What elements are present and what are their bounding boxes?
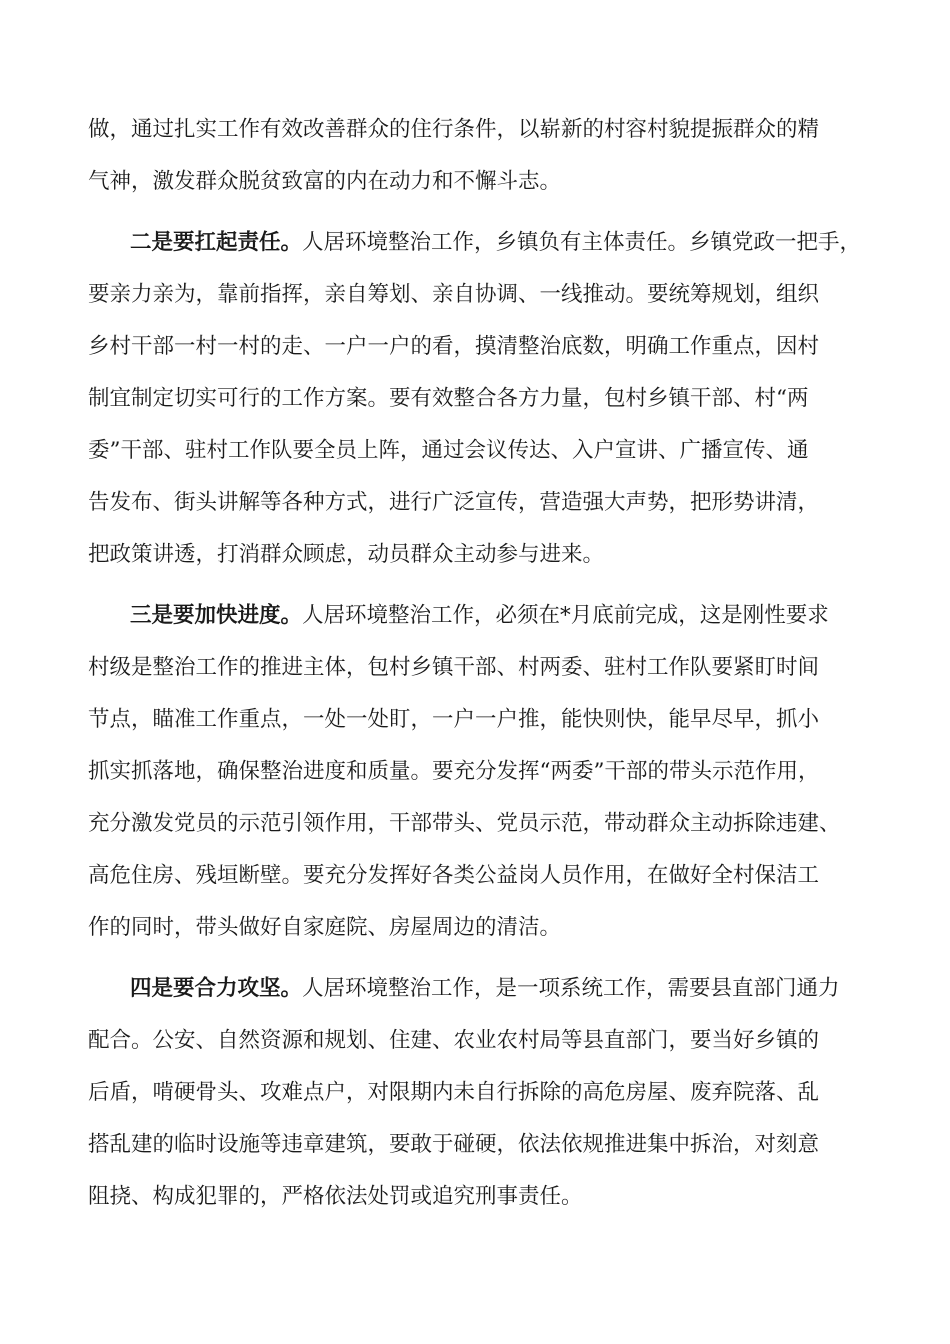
- paragraph-2-line-7: [88, 535, 604, 575]
- paragraph-4-line-2: [88, 1021, 819, 1061]
- paragraph-3-line-5: [88, 804, 841, 844]
- paragraph-3-lead: 三是要加快进度。: [130, 603, 303, 628]
- paragraph-3-line-2: [88, 648, 819, 688]
- paragraph-2-text: 把政策讲透，打消群众顾虑，动员群众主动参与进来。: [88, 542, 605, 567]
- paragraph-4-text: 配合。公安、自然资源和规划、住建、农业农村局等县直部门，要当好乡镇的: [88, 1028, 820, 1053]
- paragraph-1-text: 做，通过扎实工作有效改善群众的住行条件，以崭新的村容村貌提振群众的精: [88, 117, 820, 142]
- paragraph-4-line-3: [88, 1073, 819, 1113]
- paragraph-2-text: 告发布、街头讲解等各种方式，进行广泛宣传，营造强大声势，把形势讲清，: [88, 490, 820, 515]
- paragraph-2-text: 制宜制定切实可行的工作方案。要有效整合各方力量，包村乡镇干部、村“两: [88, 386, 809, 411]
- paragraph-2-line-4: [88, 379, 809, 419]
- paragraph-3-text: 抓实抓落地，确保整治进度和质量。要充分发挥“两委”干部的带头示范作用，: [88, 759, 820, 784]
- paragraph-2-text: 人居环境整治工作，乡镇负有主体责任。乡镇党政一把手，: [302, 230, 862, 255]
- paragraph-4-text: 阻挠、构成犯罪的，严格依法处罚或追究刑事责任。: [88, 1184, 583, 1209]
- paragraph-2-line-3: [88, 327, 819, 367]
- paragraph-2-lead: 二是要扛起责任。: [130, 230, 303, 255]
- paragraph-2-line-2: [88, 275, 819, 315]
- paragraph-4-line-5: [88, 1177, 583, 1217]
- paragraph-2-line-1: [130, 223, 861, 263]
- paragraph-2-text: 乡村干部一村一村的走、一户一户的看，摸清整治底数，明确工作重点，因村: [88, 334, 820, 359]
- paragraph-4-text: 搭乱建的临时设施等违章建筑，要敢于碰硬，依法依规推进集中拆治，对刻意: [88, 1132, 820, 1157]
- paragraph-3-text: 节点，瞄准工作重点，一处一处盯，一户一户推，能快则快，能早尽早，抓小: [88, 707, 820, 732]
- paragraph-1-line-2: [88, 162, 561, 202]
- paragraph-2-text: 委”干部、驻村工作队要全员上阵，通过会议传达、入户宣讲、广播宣传、通: [88, 438, 809, 463]
- paragraph-3-text: 充分激发党员的示范引领作用，干部带头、党员示范，带动群众主动拆除违建、: [88, 811, 841, 836]
- paragraph-3-line-4: [88, 752, 820, 792]
- paragraph-2-line-6: [88, 483, 819, 523]
- paragraph-4-text: 人居环境整治工作，是一项系统工作，需要县直部门通力: [302, 976, 840, 1001]
- paragraph-3-line-6: [88, 856, 819, 896]
- paragraph-3-text: 作的同时，带头做好自家庭院、房屋周边的清洁。: [88, 915, 562, 940]
- paragraph-3-text: 高危住房、残垣断壁。要充分发挥好各类公益岗人员作用，在做好全村保洁工: [88, 863, 820, 888]
- paragraph-1-text: 气神，激发群众脱贫致富的内在动力和不懈斗志。: [88, 169, 562, 194]
- paragraph-1-line-1: [88, 110, 819, 150]
- paragraph-3-line-3: [88, 700, 819, 740]
- paragraph-2-line-5: [88, 431, 809, 471]
- paragraph-4-lead: 四是要合力攻坚。: [130, 976, 303, 1001]
- paragraph-3-text: 村级是整治工作的推进主体，包村乡镇干部、村两委、驻村工作队要紧盯时间: [88, 655, 820, 680]
- paragraph-4-text: 后盾，啃硬骨头、攻难点户，对限期内未自行拆除的高危房屋、废弃院落、乱: [88, 1080, 820, 1105]
- paragraph-2-text: 要亲力亲为，靠前指挥，亲自筹划、亲自协调、一线推动。要统筹规划，组织: [88, 282, 820, 307]
- paragraph-3-text: 人居环境整治工作，必须在*月底前完成，这是刚性要求: [302, 603, 829, 628]
- paragraph-4-line-1: [130, 969, 840, 1009]
- paragraph-4-line-4: [88, 1125, 819, 1165]
- paragraph-3-line-1: [130, 596, 829, 636]
- paragraph-3-line-7: [88, 908, 561, 948]
